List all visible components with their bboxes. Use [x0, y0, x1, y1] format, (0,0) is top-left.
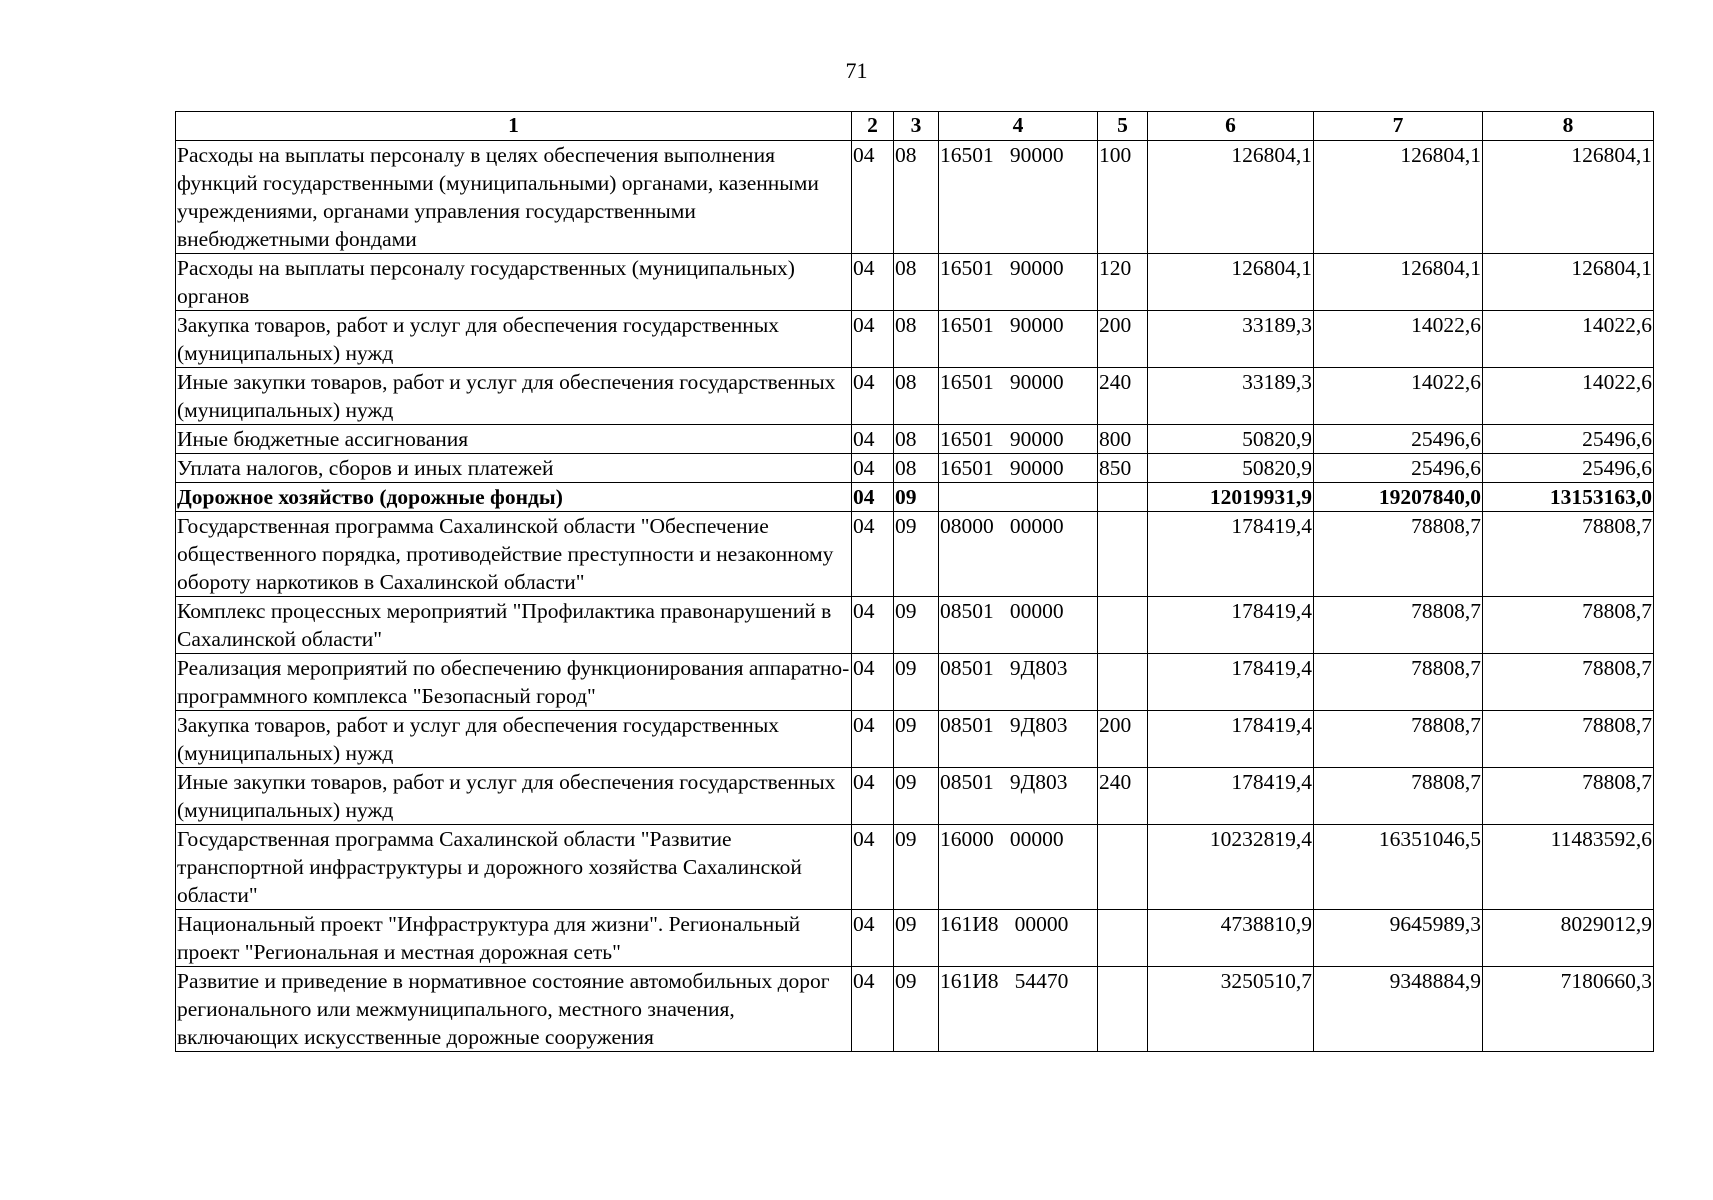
row-subsection: 08 — [894, 311, 939, 368]
row-amount-8: 11483592,6 — [1483, 825, 1654, 910]
row-amount-6: 3250510,7 — [1148, 967, 1314, 1052]
row-amount-8: 14022,6 — [1483, 311, 1654, 368]
row-expense-type: 200 — [1098, 711, 1148, 768]
row-subsection: 08 — [894, 425, 939, 454]
table-row — [176, 825, 1654, 910]
row-subsection: 09 — [894, 597, 939, 654]
row-section: 04 — [852, 910, 894, 967]
row-subsection: 09 — [894, 711, 939, 768]
row-target-code: 161И8 00000 — [939, 910, 1098, 967]
row-amount-8: 78808,7 — [1483, 711, 1654, 768]
row-expense-type: 240 — [1098, 368, 1148, 425]
row-amount-8: 78808,7 — [1483, 768, 1654, 825]
table-row — [176, 368, 1654, 425]
row-amount-7: 126804,1 — [1314, 254, 1483, 311]
row-name: Государственная программа Сахалинской области "Развитие транспортной инфраструктуры и дорожного хозяйства Сахалинской области" — [176, 825, 852, 910]
table-row — [176, 483, 1654, 512]
row-name: Уплата налогов, сборов и иных платежей — [176, 454, 852, 483]
table-body — [176, 141, 1654, 1052]
row-name: Дорожное хозяйство (дорожные фонды) — [176, 483, 852, 512]
row-expense-type: 240 — [1098, 768, 1148, 825]
row-amount-6: 126804,1 — [1148, 141, 1314, 254]
table-row — [176, 967, 1654, 1052]
table-row — [176, 597, 1654, 654]
row-subsection: 08 — [894, 254, 939, 311]
row-section: 04 — [852, 597, 894, 654]
page-number: 71 — [845, 58, 868, 83]
row-amount-7: 78808,7 — [1314, 711, 1483, 768]
row-amount-8: 126804,1 — [1483, 141, 1654, 254]
row-amount-7: 78808,7 — [1314, 768, 1483, 825]
row-name: Развитие и приведение в нормативное состояние автомобильных дорог регионального или межмуниципального, местного значения, включающих искусственные дорожные сооружения — [176, 967, 852, 1052]
row-target-code: 08501 00000 — [939, 597, 1098, 654]
row-section: 04 — [852, 967, 894, 1052]
row-target-code: 16000 00000 — [939, 825, 1098, 910]
row-expense-type — [1098, 597, 1148, 654]
row-name: Закупка товаров, работ и услуг для обеспечения государственных (муниципальных) нужд — [176, 311, 852, 368]
row-amount-6: 4738810,9 — [1148, 910, 1314, 967]
row-amount-7: 78808,7 — [1314, 597, 1483, 654]
row-amount-7: 78808,7 — [1314, 512, 1483, 597]
row-name: Национальный проект "Инфраструктура для жизни". Региональный проект "Региональная и местная дорожная сеть" — [176, 910, 852, 967]
header-col-2: 2 — [852, 112, 894, 141]
row-amount-6: 33189,3 — [1148, 368, 1314, 425]
table-row — [176, 512, 1654, 597]
header-row — [176, 112, 1654, 141]
row-subsection: 09 — [894, 654, 939, 711]
row-expense-type — [1098, 967, 1148, 1052]
row-target-code: 16501 90000 — [939, 254, 1098, 311]
row-amount-7: 14022,6 — [1314, 311, 1483, 368]
row-target-code: 08501 9Д803 — [939, 654, 1098, 711]
row-target-code: 16501 90000 — [939, 141, 1098, 254]
header-col-7: 7 — [1314, 112, 1483, 141]
row-amount-7: 126804,1 — [1314, 141, 1483, 254]
row-amount-8: 8029012,9 — [1483, 910, 1654, 967]
row-amount-6: 178419,4 — [1148, 654, 1314, 711]
row-section: 04 — [852, 454, 894, 483]
row-amount-6: 50820,9 — [1148, 454, 1314, 483]
row-section: 04 — [852, 311, 894, 368]
row-amount-8: 78808,7 — [1483, 512, 1654, 597]
row-amount-8: 78808,7 — [1483, 597, 1654, 654]
row-target-code: 16501 90000 — [939, 454, 1098, 483]
header-col-8: 8 — [1483, 112, 1654, 141]
row-subsection: 08 — [894, 368, 939, 425]
row-amount-6: 126804,1 — [1148, 254, 1314, 311]
row-amount-8: 7180660,3 — [1483, 967, 1654, 1052]
row-section: 04 — [852, 512, 894, 597]
table-row — [176, 141, 1654, 254]
row-target-code: 08501 9Д803 — [939, 711, 1098, 768]
row-name: Иные бюджетные ассигнования — [176, 425, 852, 454]
table-row — [176, 910, 1654, 967]
row-name: Расходы на выплаты персоналу в целях обеспечения выполнения функций государственными (муниципальными) органами, казенными учреждениями, органами управления государственными внебюджетными фондами — [176, 141, 852, 254]
row-section: 04 — [852, 254, 894, 311]
row-expense-type: 200 — [1098, 311, 1148, 368]
row-name: Иные закупки товаров, работ и услуг для обеспечения государственных (муниципальных) нужд — [176, 368, 852, 425]
row-expense-type: 800 — [1098, 425, 1148, 454]
row-amount-6: 50820,9 — [1148, 425, 1314, 454]
row-amount-6: 10232819,4 — [1148, 825, 1314, 910]
row-subsection: 09 — [894, 768, 939, 825]
row-expense-type — [1098, 825, 1148, 910]
row-amount-6: 178419,4 — [1148, 711, 1314, 768]
row-expense-type — [1098, 483, 1148, 512]
row-expense-type — [1098, 654, 1148, 711]
row-name: Иные закупки товаров, работ и услуг для обеспечения государственных (муниципальных) нужд — [176, 768, 852, 825]
row-amount-6: 12019931,9 — [1148, 483, 1314, 512]
row-target-code: 08501 9Д803 — [939, 768, 1098, 825]
row-expense-type — [1098, 910, 1148, 967]
row-amount-8: 126804,1 — [1483, 254, 1654, 311]
row-expense-type — [1098, 512, 1148, 597]
table-row — [176, 254, 1654, 311]
table-row — [176, 454, 1654, 483]
table-row — [176, 311, 1654, 368]
table-row — [176, 425, 1654, 454]
row-amount-7: 16351046,5 — [1314, 825, 1483, 910]
row-section: 04 — [852, 825, 894, 910]
row-amount-7: 9348884,9 — [1314, 967, 1483, 1052]
row-section: 04 — [852, 711, 894, 768]
row-amount-8: 25496,6 — [1483, 454, 1654, 483]
table-row — [176, 711, 1654, 768]
row-subsection: 09 — [894, 910, 939, 967]
header-col-1: 1 — [176, 112, 852, 141]
table-row — [176, 768, 1654, 825]
row-name: Закупка товаров, работ и услуг для обеспечения государственных (муниципальных) нужд — [176, 711, 852, 768]
row-target-code: 08000 00000 — [939, 512, 1098, 597]
header-col-3: 3 — [894, 112, 939, 141]
row-amount-8: 25496,6 — [1483, 425, 1654, 454]
header-col-5: 5 — [1098, 112, 1148, 141]
row-amount-6: 178419,4 — [1148, 597, 1314, 654]
row-section: 04 — [852, 483, 894, 512]
row-target-code: 161И8 54470 — [939, 967, 1098, 1052]
row-target-code: 16501 90000 — [939, 311, 1098, 368]
row-subsection: 09 — [894, 967, 939, 1052]
row-name: Реализация мероприятий по обеспечению функционирования аппаратно-программного комплекса "Безопасный город" — [176, 654, 852, 711]
header-col-4: 4 — [939, 112, 1098, 141]
row-section: 04 — [852, 141, 894, 254]
row-subsection: 09 — [894, 483, 939, 512]
row-amount-7: 78808,7 — [1314, 654, 1483, 711]
row-amount-8: 13153163,0 — [1483, 483, 1654, 512]
row-section: 04 — [852, 425, 894, 454]
row-target-code: 16501 90000 — [939, 368, 1098, 425]
row-section: 04 — [852, 368, 894, 425]
row-name: Государственная программа Сахалинской области "Обеспечение общественного порядка, противодействие преступности и незаконному обороту наркотиков в Сахалинской области" — [176, 512, 852, 597]
row-amount-7: 25496,6 — [1314, 454, 1483, 483]
row-expense-type: 100 — [1098, 141, 1148, 254]
row-amount-6: 178419,4 — [1148, 512, 1314, 597]
header-col-6: 6 — [1148, 112, 1314, 141]
row-subsection: 08 — [894, 141, 939, 254]
row-name: Расходы на выплаты персоналу государственных (муниципальных) органов — [176, 254, 852, 311]
row-subsection: 08 — [894, 454, 939, 483]
budget-table — [175, 111, 1654, 1052]
row-expense-type: 850 — [1098, 454, 1148, 483]
row-subsection: 09 — [894, 512, 939, 597]
row-target-code — [939, 483, 1098, 512]
row-amount-7: 14022,6 — [1314, 368, 1483, 425]
row-amount-7: 9645989,3 — [1314, 910, 1483, 967]
row-name: Комплекс процессных мероприятий "Профилактика правонарушений в Сахалинской области" — [176, 597, 852, 654]
table-row — [176, 654, 1654, 711]
row-subsection: 09 — [894, 825, 939, 910]
row-amount-7: 25496,6 — [1314, 425, 1483, 454]
row-section: 04 — [852, 654, 894, 711]
row-amount-7: 19207840,0 — [1314, 483, 1483, 512]
row-expense-type: 120 — [1098, 254, 1148, 311]
row-amount-8: 14022,6 — [1483, 368, 1654, 425]
row-target-code: 16501 90000 — [939, 425, 1098, 454]
row-amount-6: 178419,4 — [1148, 768, 1314, 825]
row-amount-8: 78808,7 — [1483, 654, 1654, 711]
row-section: 04 — [852, 768, 894, 825]
row-amount-6: 33189,3 — [1148, 311, 1314, 368]
